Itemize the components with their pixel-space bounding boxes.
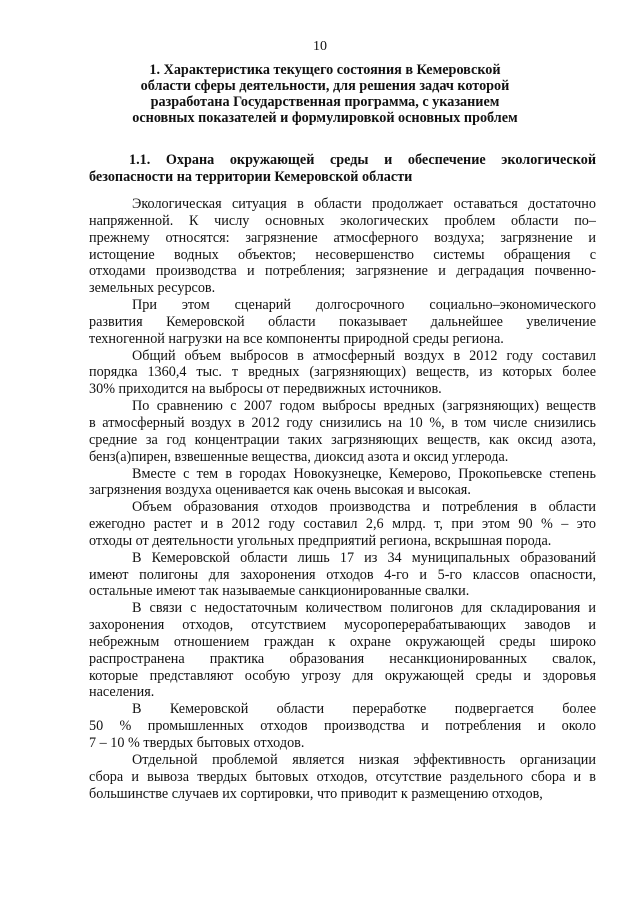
paragraph — [89, 701, 596, 752]
paragraph — [89, 196, 596, 297]
page-number: 10 — [313, 39, 327, 54]
paragraph-line: средние за год концентрации таких загрязняющих веществ, как оксид азота, — [89, 431, 596, 448]
paragraph-line: 30% приходится на выбросы от передвижных источников. — [89, 381, 442, 398]
paragraph-line: порядка 1360,4 тыс. т вредных (загрязняющих) веществ, из которых более — [89, 364, 596, 381]
paragraph-line: Объем образования отходов производства и потребления в области — [132, 499, 596, 516]
paragraph-line: распространена практика образования несанкционированных свалок, — [89, 650, 596, 667]
chapter-title-line: разработана Государственная программа, с указанием — [150, 94, 500, 110]
paragraph-line: Экологическая ситуация в области продолжает оставаться достаточно — [132, 196, 596, 212]
paragraph-line: Вместе с тем в городах Новокузнецке, Кемерово, Прокопьевске степень — [132, 465, 596, 482]
paragraph-line: загрязнения воздуха оценивается как очень высокая и высокая. — [89, 482, 471, 499]
paragraph-line: истощение водных объектов; несовершенство системы обращения с — [89, 246, 596, 263]
paragraph-line: Отдельной проблемой является низкая эффективность организации — [132, 751, 596, 768]
paragraph-line: напряженной. К числу основных экологических проблем области по– — [89, 212, 596, 229]
section-heading-line: 1.1. Охрана окружающей среды и обеспечение экологической — [129, 152, 596, 168]
paragraph-line: большинстве случаев их сортировки, что приводит к размещению отходов, — [89, 785, 543, 802]
paragraph — [89, 297, 596, 348]
paragraph-line: сбора и вывоза твердых бытовых отходов, отсутствие раздельного сбора и в — [89, 768, 596, 785]
paragraph-line: В связи с недостаточным количеством полигонов для складирования и — [132, 600, 596, 617]
paragraph — [89, 600, 596, 701]
paragraph-line: населения. — [89, 684, 155, 701]
paragraph-line: При этом сценарий долгосрочного социально–экономического — [132, 297, 596, 314]
paragraph-line: техногенной нагрузки на все компоненты природной среды региона. — [89, 330, 504, 347]
paragraph-line: Общий объем выбросов в атмосферный воздух в 2012 году составил — [132, 347, 596, 364]
paragraph-line: остальные имеют так называемые санкционированные свалки. — [89, 583, 470, 600]
paragraph-line: захоронения отходов, отсутствием мусороперерабатывающих заводов и — [89, 617, 596, 634]
paragraph-line: прежнему относятся: загрязнение атмосферного воздуха; загрязнение и — [89, 229, 596, 246]
paragraph — [89, 466, 596, 500]
chapter-title-line: основных показателей и формулировкой основных проблем — [132, 110, 518, 126]
paragraph-line: отходы от деятельности угольных предприятий региона, вскрышная порода. — [89, 532, 552, 549]
paragraph-line: отходами производства и потребления; загрязнение и деградация почвенно- — [89, 263, 596, 280]
chapter-title-line: области сферы деятельности, для решения задач которой — [140, 78, 510, 94]
chapter-title-line: 1. Характеристика текущего состояния в Кемеровской — [149, 62, 501, 78]
section-heading — [89, 152, 596, 185]
paragraph-line: земельных ресурсов. — [89, 280, 216, 297]
paragraph-line: развития Кемеровской области показывает дальнейшее увеличение — [89, 313, 596, 330]
paragraph-line: которые представляют особую угрозу для окружающей среды и здоровья — [89, 667, 596, 684]
paragraph-line: В Кемеровской области лишь 17 из 34 муниципальных образований — [132, 549, 596, 566]
paragraph-line: 50 % промышленных отходов производства и потребления и около — [89, 718, 596, 735]
paragraph-line: небрежным отношением граждан к охране окружающей среды широко — [89, 633, 596, 650]
paragraph-line: В Кемеровской области переработке подвергается более — [132, 701, 596, 718]
paragraph-line: ежегодно растет и в 2012 году составил 2,6 млрд. т, при этом 90 % – это — [89, 516, 596, 533]
body-text — [89, 196, 596, 802]
paragraph — [89, 752, 596, 803]
paragraph-line: имеют полигоны для захоронения отходов 4-го и 5-го классов опасности, — [89, 566, 596, 583]
paragraph-line: По сравнению с 2007 годом выбросы вредных (загрязняющих) веществ — [132, 398, 596, 415]
paragraph — [89, 398, 596, 465]
section-heading-line: безопасности на территории Кемеровской области — [89, 168, 413, 185]
paragraph — [89, 348, 596, 399]
paragraph-line: бенз(а)пирен, взвешенные вещества, диоксид азота и оксид углерода. — [89, 448, 509, 465]
paragraph-line: 7 – 10 % твердых бытовых отходов. — [89, 735, 305, 751]
chapter-title — [110, 62, 540, 126]
paragraph — [89, 499, 596, 550]
paragraph — [89, 550, 596, 601]
paragraph-line: в атмосферный воздух в 2012 году снизились на 10 %, в том числе снизились — [89, 414, 596, 431]
